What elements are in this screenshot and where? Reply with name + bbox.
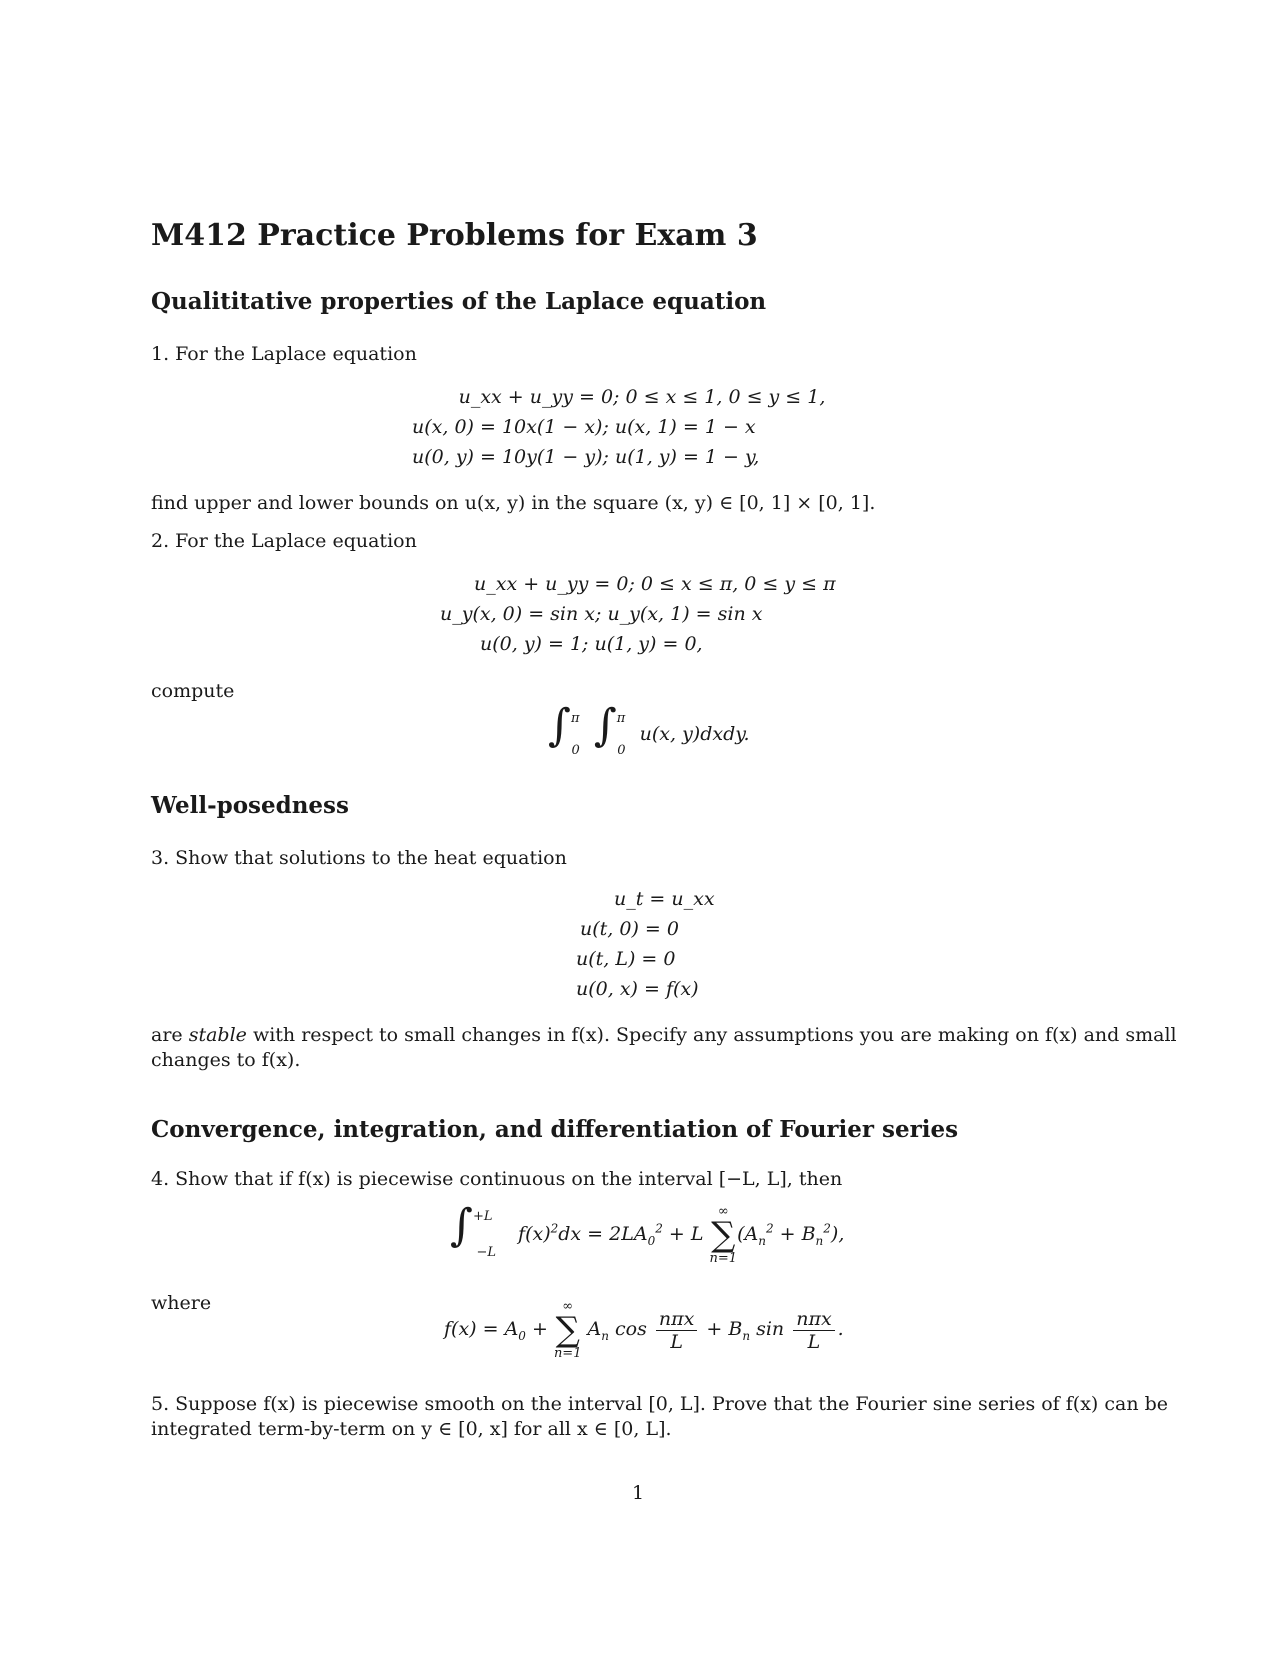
problem-3-equation-3: u(t, L) = 0 bbox=[576, 948, 676, 970]
problem-3-statement-line-2: changes to f(x). bbox=[151, 1049, 301, 1071]
problem-3-equation-1: u_t = u_xx bbox=[614, 888, 715, 910]
problem-1-equation-3: u(0, y) = 10y(1 − y); u(1, y) = 1 − y, bbox=[412, 446, 760, 468]
problem-2-equation-2: u_y(x, 0) = sin x; u_y(x, 1) = sin x bbox=[440, 603, 763, 625]
problem-1-equation-1: u_xx + u_yy = 0; 0 ≤ x ≤ 1, 0 ≤ y ≤ 1, bbox=[458, 386, 826, 408]
problem-4-parseval-identity: ∫$^{+L}_{-L}$ $f(x)^2dx = 2LA_0^2 + L$ ∞ ∑ n=1 $(A_n^2 + B_n^2)$, bbox=[450, 1200, 845, 1266]
problem-1-intro: 1. For the Laplace equation bbox=[151, 343, 417, 365]
problem-2-equation-3: u(0, y) = 1; u(1, y) = 0, bbox=[480, 633, 703, 655]
problem-3-equation-4: u(0, x) = f(x) bbox=[576, 978, 699, 1000]
problem-4-fourier-series: $f(x) = A_0$ + ∞ ∑ n=1 $A_n$ cos $\frac{\text{nπx}}{L}$ + $B_n$ sin $\frac{\text{nπx}}{L}$ . bbox=[444, 1299, 844, 1361]
problem-3-text-a: are bbox=[151, 1024, 189, 1046]
section-heading-fourier: Convergence, integration, and differentiation of Fourier series bbox=[151, 1116, 959, 1143]
problem-1-question: find upper and lower bounds on u(x, y) in the square (x, y) ∈ [0, 1] × [0, 1]. bbox=[151, 492, 876, 514]
problem-2-integrand: u(x, y)dxdy. bbox=[639, 723, 750, 745]
problem-3-intro: 3. Show that solutions to the heat equation bbox=[151, 847, 567, 869]
problem-5-line-1: 5. Suppose f(x) is piecewise smooth on the interval [0, L]. Prove that the Fourier sine series of f(x) can be bbox=[151, 1393, 1169, 1415]
problem-1-equation-2: u(x, 0) = 10x(1 − x); u(x, 1) = 1 − x bbox=[412, 416, 756, 438]
section-heading-laplace: Qualititative properties of the Laplace equation bbox=[151, 288, 767, 315]
problem-2-equation-1: u_xx + u_yy = 0; 0 ≤ x ≤ π, 0 ≤ y ≤ π bbox=[474, 573, 836, 595]
problem-4-intro: 4. Show that if f(x) is piecewise continuous on the interval [−L, L], then bbox=[151, 1168, 843, 1190]
problem-4-where-label: where bbox=[151, 1292, 212, 1314]
problem-2-compute-label: compute bbox=[151, 680, 235, 702]
section-heading-well-posedness: Well-posedness bbox=[151, 792, 349, 819]
page-title: M412 Practice Problems for Exam 3 bbox=[151, 218, 758, 253]
problem-2-intro: 2. For the Laplace equation bbox=[151, 530, 417, 552]
problem-3-text-b: with respect to small changes in f(x). Specify any assumptions you are making on f(x) and small bbox=[246, 1024, 1177, 1046]
problem-2-double-integral: ∫$^\pi_0$ ∫$^\pi_0$ u(x, y)dxdy. bbox=[548, 700, 750, 758]
problem-3-equation-2: u(t, 0) = 0 bbox=[580, 918, 679, 940]
page-number: 1 bbox=[632, 1482, 645, 1504]
problem-5-line-2: integrated term-by-term on y ∈ [0, x] for all x ∈ [0, L]. bbox=[151, 1418, 672, 1440]
problem-3-statement bbox=[151, 1024, 1177, 1046]
problem-3-stable-word: stable bbox=[188, 1024, 247, 1046]
